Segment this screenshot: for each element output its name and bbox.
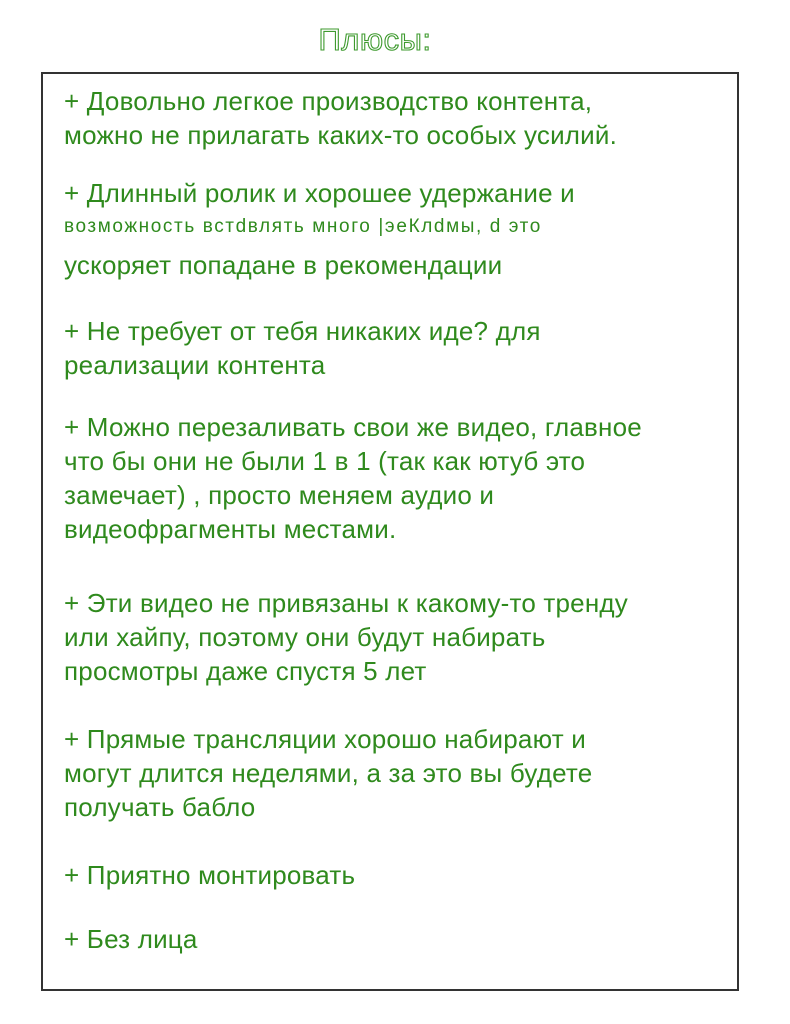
item-line: замечает) , просто меняем аудио и	[64, 480, 495, 510]
item-line: просмотры даже спустя 5 лет	[64, 656, 427, 686]
list-item	[64, 314, 724, 382]
list-item	[64, 84, 724, 152]
list-item	[64, 722, 724, 824]
item-line: или хайпу, поэтому они будут набирать	[64, 622, 546, 652]
item-line: возможность встdвлять много |эеКлdмы, d это	[64, 216, 542, 237]
item-line: реализации контента	[64, 350, 326, 380]
item-line: видеофрагменты местами.	[64, 514, 397, 544]
list-item	[64, 922, 724, 956]
item-line: ускоряет попадане в рекомендации	[64, 250, 503, 280]
item-line: получать бабло	[64, 792, 256, 822]
slide-title: Плюсы:	[318, 22, 432, 57]
item-line: могут длится неделями, а за это вы будете	[64, 758, 593, 788]
item-line: + Прямые трансляции хорошо набирают и	[64, 724, 586, 754]
list-item	[64, 410, 724, 546]
list-item	[64, 176, 724, 282]
item-line: + Не требует от тебя никаких иде? для	[64, 316, 541, 346]
item-line: можно не прилагать каких-то особых усилий.	[64, 120, 618, 150]
item-line: + Довольно легкое производство контента,	[64, 86, 593, 116]
item-line: что бы они не были 1 в 1 (так как ютуб это	[64, 446, 586, 476]
list-item	[64, 586, 724, 688]
item-line: + Можно перезаливать свои же видео, главное	[64, 412, 642, 442]
list-item	[64, 858, 724, 892]
item-line: + Длинный ролик и хорошее удержание и	[64, 178, 575, 208]
item-line: + Приятно монтировать	[64, 860, 356, 890]
item-line: + Эти видео не привязаны к какому-то тренду	[64, 588, 628, 618]
item-line: + Без лица	[64, 924, 198, 954]
